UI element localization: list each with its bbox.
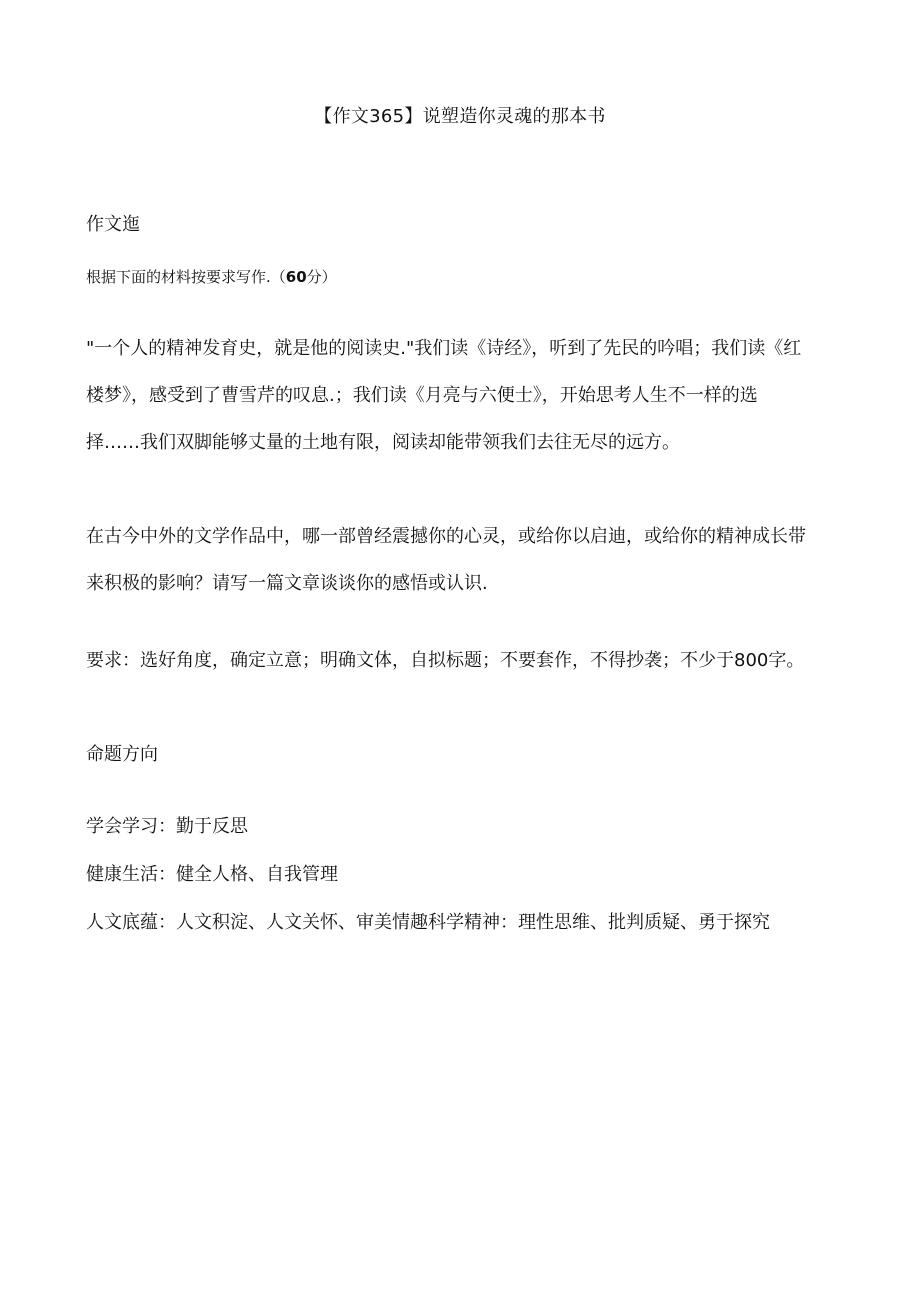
requirements-text: 要求：选好角度，确定立意；明确文体，自拟标题；不要套作，不得抄袭；不少于800字。 [86, 650, 805, 671]
section-heading-directions: 命题方向 [86, 744, 158, 765]
document-title: 【作文365】说塑造你灵魂的那本书 [314, 106, 606, 127]
instruction-text [86, 266, 836, 287]
instruction-suffix: 分） [306, 268, 337, 286]
section-heading-essay: 作文迤 [86, 214, 140, 235]
prompt-line-2: 来积极的影响？请写一篇文章谈谈你的感悟或认识. [86, 573, 488, 594]
prompt-line-1: 在古今中外的文学作品中，哪一部曾经震撼你的心灵，或给你以启迪，或给你的精神成长带 [86, 526, 806, 547]
direction-item: 学会学习：勤于反思 [86, 816, 248, 837]
instruction-prefix: 根据下面的材料按要求写作.（ [86, 268, 286, 286]
prompt-paragraph [86, 524, 836, 596]
material-line-2: 楼梦》，感受到了曹雪芹的叹息.；我们读《月亮与六便士》，开始思考人生不一样的选 [86, 385, 758, 406]
material-line-3: 择……我们双脚能够丈量的土地有限，阅读却能带领我们去往无尽的远方。 [86, 432, 680, 453]
direction-item: 人文底蕴：人文积淀、人文关怀、审美情趣科学精神：理性思维、批判质疑、勇于探究 [86, 912, 770, 933]
direction-item: 健康生活：健全人格、自我管理 [86, 864, 338, 885]
instruction-points: 60 [285, 268, 307, 286]
material-line-1: "一个人的精神发育史，就是他的阅读史."我们读《诗经》，听到了先民的吟唱；我们读《红 [86, 338, 802, 359]
material-paragraph [86, 336, 836, 455]
